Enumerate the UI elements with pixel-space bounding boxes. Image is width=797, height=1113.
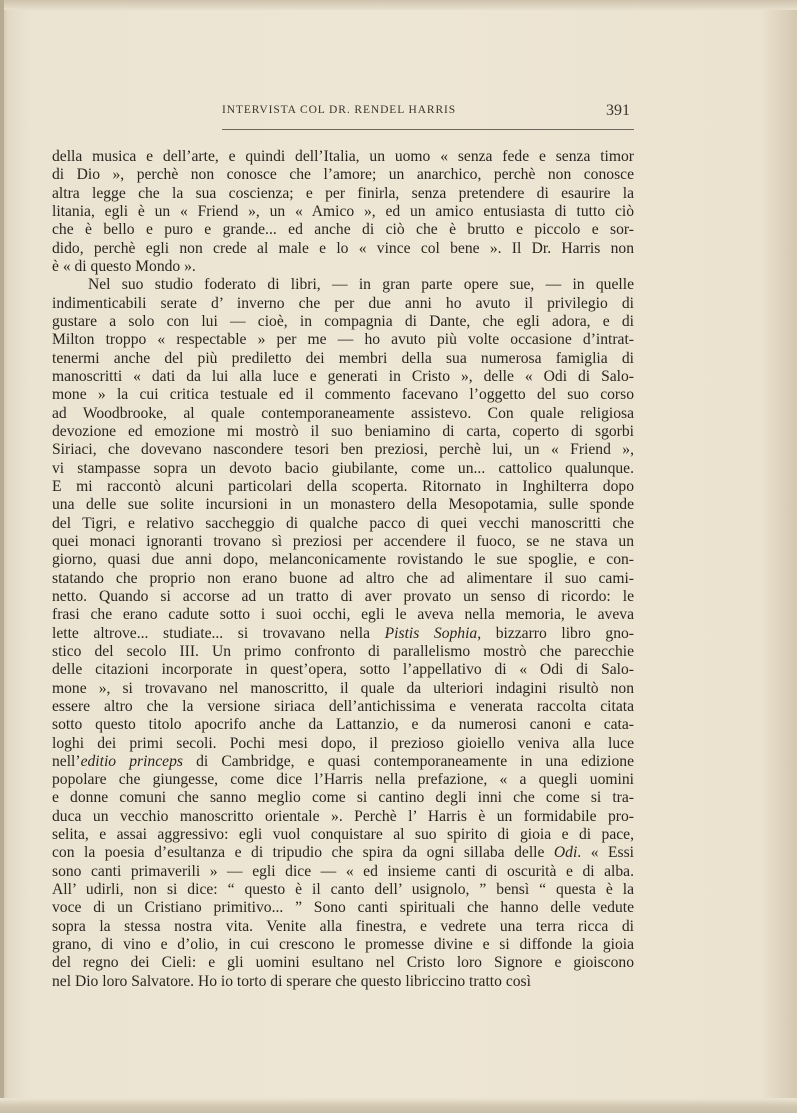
text-line (52, 735, 634, 753)
text-line (52, 221, 634, 239)
text-line (52, 423, 634, 441)
text-line-segment: , bizzarro libro gno- (477, 624, 634, 642)
text-line (52, 258, 634, 276)
text-line-segment: è « di questo Mondo ». (52, 257, 196, 275)
roman-numeral: III (179, 642, 196, 660)
text-line (52, 166, 634, 184)
text-line (52, 313, 634, 331)
text-line-segment: una delle sue solite incursioni in un monastero della Mesopotamia, sulle sponde (52, 496, 634, 514)
text-line-segment: dido, perchè egli non crede al male e lo « vince col bene ». Il Dr. Harris non (52, 239, 634, 257)
text-line-segment: loghi dei primi secoli. Pochi mesi dopo, il prezioso gioiello veniva alla luce (52, 734, 634, 752)
text-line (52, 863, 634, 881)
running-header: INTERVISTA COL DR. RENDEL HARRIS (222, 104, 457, 116)
text-line-segment: voce di un Cristiano primitivo... ” Sono canti spirituali che hanno delle vedute (52, 899, 634, 917)
text-line-segment: lette altrove... studiate... si trovavano nella (52, 624, 385, 642)
text-line-segment: del Tigri, e relativo saccheggio di qualche pacco di quei vecchi manoscritti che (52, 514, 634, 532)
text-line (52, 954, 634, 972)
text-line (52, 478, 634, 496)
text-line (52, 441, 634, 459)
italic-title: Pistis Sophia (384, 624, 478, 642)
text-line-segment: duca un vecchio manoscritto orientale ». Perchè l’ Harris è un formidabile pro- (52, 807, 634, 825)
text-line-segment: che è bello e puro e grande... ed anche di ciò che è brutto e piccolo e sor- (52, 221, 634, 239)
text-line-segment: nell’ (52, 752, 81, 770)
text-line-segment: selita, e assai aggressivo: egli vuol conquistare al suo spirito di gioia e di pace, (52, 826, 634, 844)
text-line (52, 606, 634, 624)
text-line-segment: gustare a solo con lui — cioè, in compagnia di Dante, che egli adora, e di (52, 312, 634, 330)
text-line-segment: . Un primo confronto di parallelismo mostrò che parecchie (195, 642, 634, 660)
text-line (52, 460, 634, 478)
text-line (52, 588, 634, 606)
text-line-segment: altra legge che la sua coscienza; e per finirla, senza pretendere di esaurire la (52, 184, 634, 202)
text-line (52, 533, 634, 551)
italic-title: editio princeps (80, 752, 183, 770)
text-line (52, 881, 634, 899)
text-line-segment: sono canti primaverili » — egli dice — « ed insieme canti di oscurità e di alba. (52, 862, 634, 880)
text-line-segment: ad Woodbrooke, al quale contemporaneamente assistevo. Con quale religiosa (52, 404, 634, 422)
text-line (52, 368, 634, 386)
text-line (52, 331, 634, 349)
text-line-segment: delle citazioni incorporate in quest’opera, sotto l’appellativo di « Odi di Salo- (52, 661, 634, 679)
text-line (52, 405, 634, 423)
text-line (52, 276, 634, 294)
text-line (52, 496, 634, 514)
text-line-segment: mone », si trovavano nel manoscritto, il quale da ulteriori indagini risultò non (52, 679, 634, 697)
text-line (52, 203, 634, 221)
text-line-segment: sopra la stessa nostra vita. Venite alla finestra, e vedrete una terra ricca di (52, 917, 634, 935)
text-line (52, 936, 634, 954)
text-line-segment: Milton troppo « respectable » per me — ho avuto più volte occasione d’intrat- (52, 331, 634, 349)
text-line-segment: mone » la cui critica testuale ed il commento facevano l’oggetto del suo corso (52, 386, 634, 404)
text-line-segment: nel Dio loro Salvatore. Ho io torto di sperare che questo libriccino tratto così (52, 972, 531, 990)
text-line-segment: Siriaci, che dovevano nascondere tesori ben preziosi, perchè lui, un « Friend », (52, 441, 634, 459)
text-line (52, 148, 634, 166)
text-line (52, 185, 634, 203)
text-line (52, 771, 634, 789)
text-line (52, 515, 634, 533)
text-line (52, 570, 634, 588)
text-line-segment: indimenticabili serate d’ inverno che per due anni ho avuto il privilegio di (52, 294, 634, 312)
text-line-segment: Nel suo studio foderato di libri, — in gran parte opere sue, — in quelle (88, 276, 634, 294)
text-line-segment: manoscritti « dati da lui alla luce e generati in Cristo », delle « Odi di Salo- (52, 367, 634, 385)
text-line-segment: giorno, quasi due anni dopo, melanconicamente rovistando le sue spoglie, e con- (52, 551, 634, 569)
text-line-segment: frasi che erano cadute sotto i suoi occhi, egli le aveva nella memoria, le aveva (52, 606, 634, 624)
text-line-segment: E mi raccontò alcuni particolari della scoperta. Ritornato in Inghilterra dopo (52, 477, 634, 495)
page-binding-edge (0, 0, 4, 1113)
text-line-segment: sotto questo titolo apocrifo anche da Lattanzio, e da numerosi canoni e cata- (52, 716, 634, 734)
text-line (52, 789, 634, 807)
text-line (52, 680, 634, 698)
text-line-segment: . « Essi (577, 844, 634, 862)
text-line (52, 716, 634, 734)
text-line (52, 899, 634, 917)
text-line-segment: vi stampasse sopra un devoto bacio giubilante, come un... cattolico qualunque. (52, 459, 634, 477)
text-line-segment: con la poesia d’esultanza e di tripudio che spira da ogni sillaba delle (52, 844, 554, 862)
text-line (52, 844, 634, 862)
text-line-segment: devozione ed emozione mi mostrò il suo beniamino di carta, coperto di sgorbi (52, 422, 634, 440)
page-number: 391 (606, 102, 630, 119)
text-line-segment: litania, egli è un « Friend », un « Amico », ed un amico entusiasta di tutto ciò (52, 202, 634, 220)
text-line (52, 973, 634, 991)
page-top-edge (0, 0, 797, 10)
text-line-segment: tenermi anche del più prediletto dei membri della sua numerosa famiglia di (52, 349, 634, 367)
text-line (52, 808, 634, 826)
page-bottom-edge (0, 1098, 797, 1113)
text-line-segment: netto. Quando si accorse ad un tratto di aver provato un senso di ricordo: le (52, 587, 634, 605)
text-line (52, 625, 634, 643)
text-line-segment: quei monaci ignoranti trovano sì preziosi per accendere il fuoco, se ne stava un (52, 532, 634, 550)
italic-title: Odi (553, 844, 578, 862)
text-line (52, 661, 634, 679)
text-line-segment: All’ udirli, non si dice: “ questo è il canto dell’ usignolo, ” bensì “ questa è la (52, 881, 634, 899)
text-line-segment: del regno dei Cieli: e gli uomini esultano nel Cristo loro Signore e gioiscono (52, 954, 634, 972)
text-line (52, 350, 634, 368)
text-line-segment: popolare che giungesse, come dice l’Harris nella prefazione, « a quegli uomini (52, 771, 634, 789)
text-line (52, 753, 634, 771)
text-line-segment: di Dio », perchè non conosce che l’amore; un anarchico, perchè non conosce (52, 166, 634, 184)
text-line (52, 918, 634, 936)
text-line (52, 826, 634, 844)
body-text (52, 148, 634, 991)
text-line (52, 643, 634, 661)
text-line (52, 698, 634, 716)
text-line-segment: essere altro che la versione siriaca dell’antichissima e venerata raccolta citata (52, 697, 634, 715)
text-line-segment: stico del secolo (52, 642, 180, 660)
text-line-segment: di Cambridge, e quasi contemporaneamente in una edizione (182, 752, 634, 770)
header-rule (222, 129, 634, 130)
text-line (52, 386, 634, 404)
text-line (52, 295, 634, 313)
text-line (52, 240, 634, 258)
text-line-segment: grano, di vino e d’olio, in cui crescono le promesse divine e si diffonde la gioia (52, 936, 634, 954)
text-line-segment: della musica e dell’arte, e quindi dell’Italia, un uomo « senza fede e senza timor (52, 148, 634, 165)
text-line (52, 551, 634, 569)
text-line-segment: e donne comuni che sanno meglio come si cantino degli inni che come si tra- (52, 789, 634, 807)
text-line-segment: statando che proprio non erano buone ad altro che ad alimentare il suo cami- (52, 569, 634, 587)
